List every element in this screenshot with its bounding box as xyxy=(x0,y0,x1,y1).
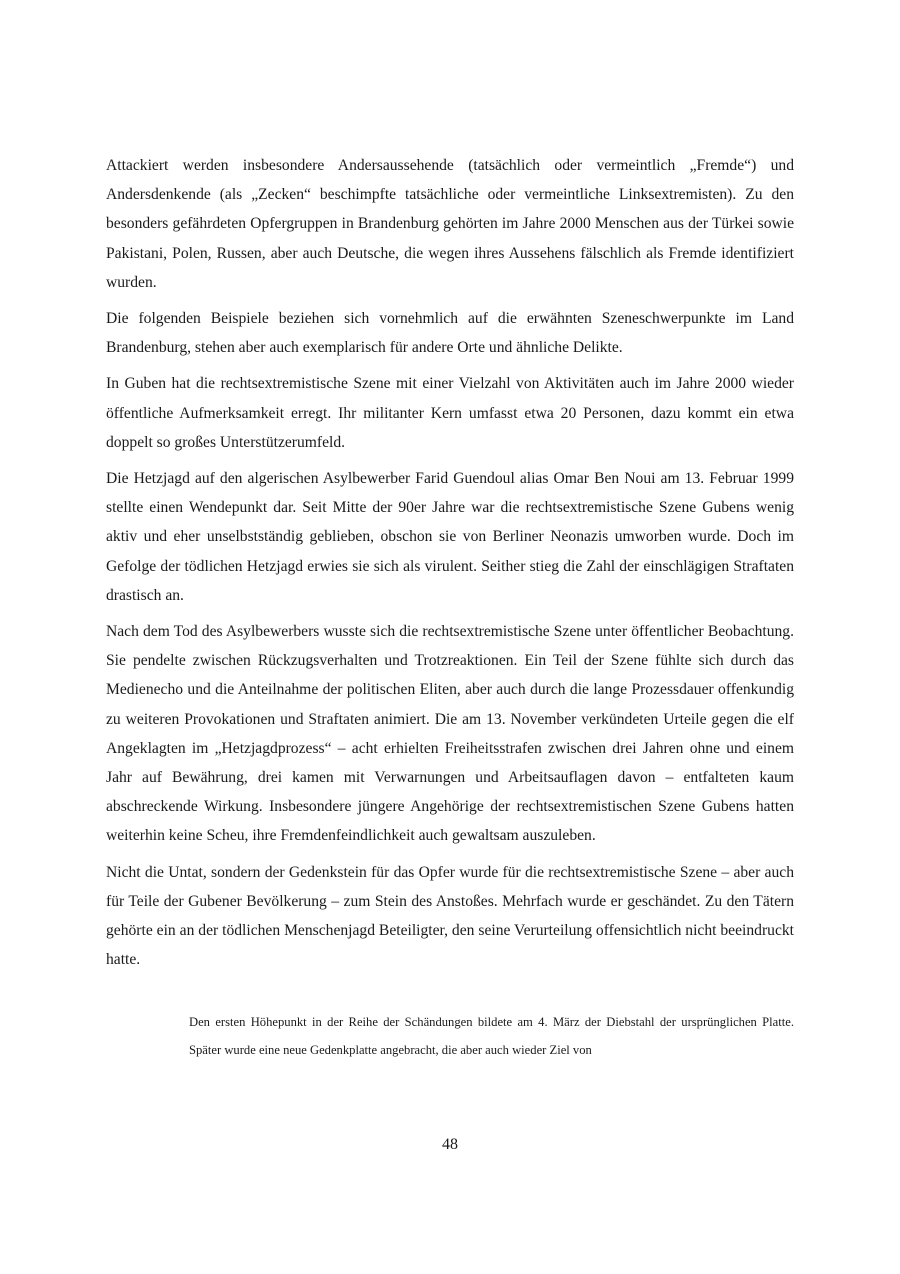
paragraph-5: Nach dem Tod des Asylbewerbers wusste sich die rechtsextremistische Szene unter öffentlicher Beobachtung. Sie pendelte zwischen Rückzugsverhalten und Trotzreaktionen. Ein Teil der Szene fühlte sich durch das Medienecho und die Anteilnahme der politischen Eliten, aber auch durch die lange Prozessdauer offenkundig zu weiteren Provokationen und Straftaten animiert. Die am 13. November verkündeten Urteile gegen die elf Angeklagten im „Hetzjagdprozess“ – acht erhielten Freiheitsstrafen zwischen drei Jahren ohne und einem Jahr auf Bewährung, drei kamen mit Verwarnungen und Arbeitsauflagen davon – entfalteten kaum abschreckende Wirkung. Insbesondere jüngere Angehörige der rechtsextremistischen Szene Gubens hatten weiterhin keine Scheu, ihre Fremdenfeindlichkeit auch gewaltsam auszuleben. xyxy=(106,623,794,845)
paragraph-2: Die folgenden Beispiele beziehen sich vornehmlich auf die erwähnten Szeneschwerpunkte im Land Brandenburg, stehen aber auch exemplarisch für andere Orte und ähnliche Delikte. xyxy=(106,310,794,357)
paragraph-3: In Guben hat die rechtsextremistische Szene mit einer Vielzahl von Aktivitäten auch im Jahre 2000 wieder öffentliche Aufmerksamkeit erregt. Ihr militanter Kern umfasst etwa 20 Personen, dazu kommt ein etwa doppelt so großes Unterstützerumfeld. xyxy=(106,375,794,451)
page-number: 48 xyxy=(442,1136,458,1153)
indented-note: Den ersten Höhepunkt in der Reihe der Schändungen bildete am 4. März der Diebstahl der ursprünglichen Platte. Später wurde eine neue Gedenkplatte angebracht, die aber auch wieder Ziel von xyxy=(189,1015,794,1057)
paragraph-4: Die Hetzjagd auf den algerischen Asylbewerber Farid Guendoul alias Omar Ben Noui am 13. Februar 1999 stellte einen Wendepunkt dar. Seit Mitte der 90er Jahre war die rechtsextremistische Szene Gubens wenig aktiv und eher unselbstständig geblieben, obschon sie von Berliner Neonazis umworben wurde. Doch im Gefolge der tödlichen Hetzjagd erwies sie sich als virulent. Seither stieg die Zahl der einschlägigen Straftaten drastisch an. xyxy=(106,470,794,604)
paragraph-1: Attackiert werden insbesondere Andersaussehende (tatsächlich oder vermeintlich „Fremde“) und Andersdenkende (als „Zecken“ beschimpfte tatsächliche oder vermeintliche Linksextremisten). Zu den besonders gefährdeten Opfergruppen in Brandenburg gehörten im Jahre 2000 Menschen aus der Türkei sowie Pakistani, Polen, Russen, aber auch Deutsche, die wegen ihres Aussehens fälschlich als Fremde identifiziert wurden. xyxy=(106,157,794,291)
paragraph-6: Nicht die Untat, sondern der Gedenkstein für das Opfer wurde für die rechtsextremistische Szene – aber auch für Teile der Gubener Bevölkerung – zum Stein des Anstoßes. Mehrfach wurde er geschändet. Zu den Tätern gehörte ein an der tödlichen Menschenjagd Beteiligter, den seine Verurteilung offensichtlich nicht beeindruckt hatte. xyxy=(106,863,794,969)
document-body xyxy=(106,151,794,981)
